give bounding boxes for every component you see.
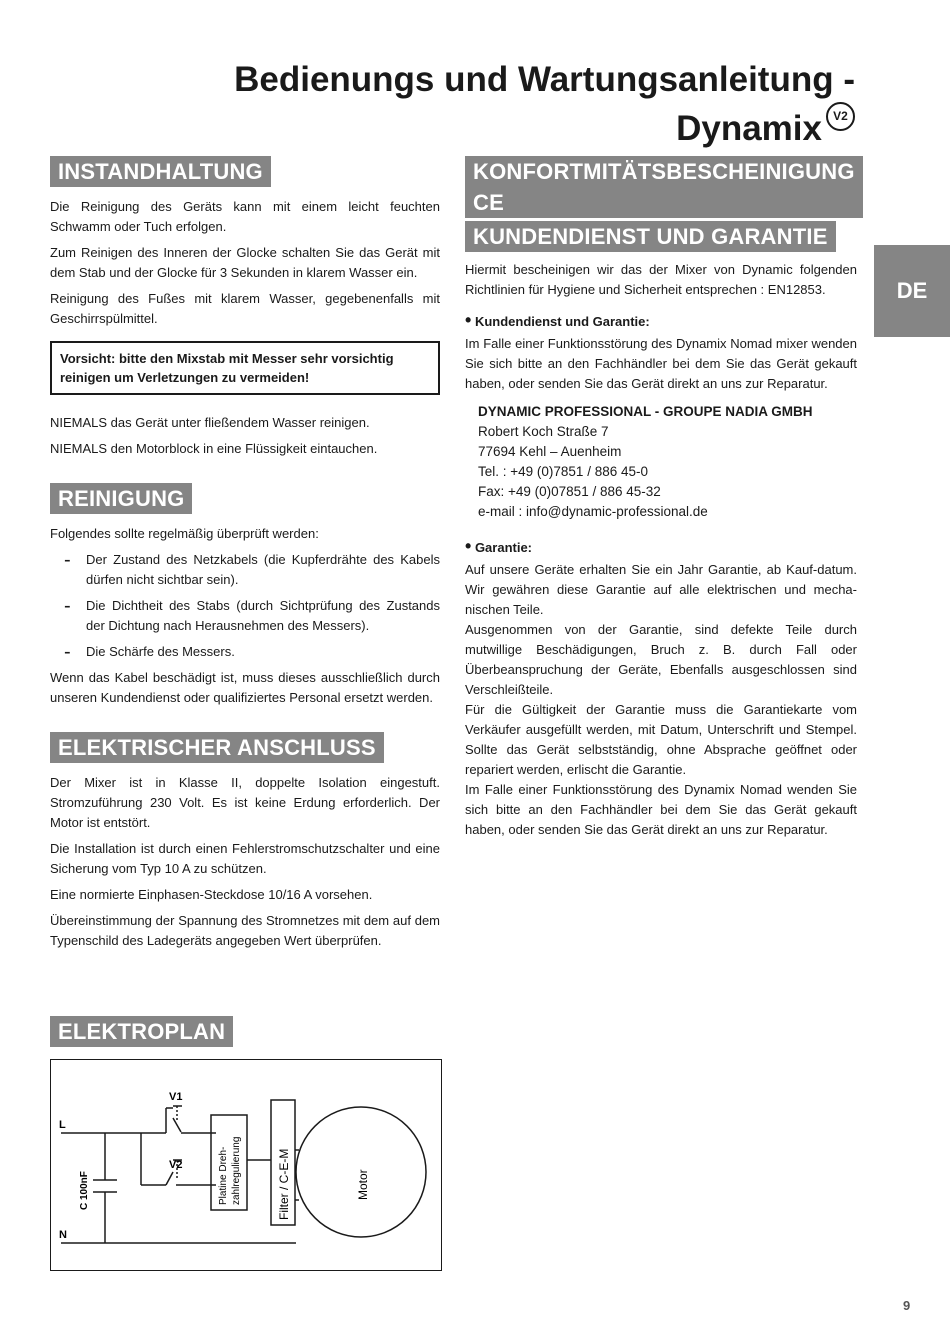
circuit-diagram [50,1059,442,1271]
address-tel: Tel. : +49 (0)7851 / 886 45-0 [478,464,648,479]
address-email: e-mail : info@dynamic-professional.de [478,504,708,519]
list-item-text: Der Zustand des Netzkabels (die Kupferdrähte des Kabels dürfen nicht sichtbar sein). [86,552,440,587]
heading-elektroplan: ELEKTROPLAN [50,1016,233,1047]
list-item: - Der Zustand des Netzkabels (die Kupferdrähte des Kabels dürfen nicht sichtbar sein). [64,549,440,587]
label-l: L [59,1119,66,1131]
label-filter: Filter / C-E-M [277,1148,291,1220]
kundendienst-subheading: • Kundendienst und Garantie: [465,310,650,330]
title-line-1: Bedienungs und Wartungsanleitung - [234,60,855,99]
address-street: Robert Koch Straße 7 [478,424,609,439]
warning-box: Vorsicht: bitte den Mixstab mit Messer sehr vorsichtig reinigen um Verletzungen zu vermeiden! [50,341,440,395]
anschluss-p3: Eine normierte Einphasen-Steckdose 10/16 A vorsehen. [50,887,373,902]
heading-instandhaltung: INSTANDHALTUNG [50,156,271,187]
label-motor: Motor [356,1169,370,1200]
address-fax: Fax: +49 (0)07851 / 886 45-32 [478,484,661,499]
label-n: N [59,1229,67,1241]
list-item: - Die Schärfe des Messers. [64,641,235,663]
garantie-p3: Für die Gültigkeit der Garantie muss die Garantiekarte vom Verkäufer ausgefüllt werden, mit Datum, Unterschrift und Stempel. Sollte das Gerät selbstständig, ohne Absprache geöffnet oder repariert werden, erlischt die Garantie. [465,702,857,777]
garantie-p1: Auf unsere Geräte erhalten Sie ein Jahr Garantie, ab Kauf-datum. Wir gewähren diese Garantie auf alle elektrischen und mecha-nischen Teile. [465,562,857,617]
kundendienst-text: Im Falle einer Funktionsstörung des Dynamix Nomad mixer wenden Sie sich bitte an den Fachhändler bei dem Sie das Gerät gekauft haben, oder senden Sie das Gerät direkt an uns zur Reparatur. [465,336,857,391]
garantie-p2: Ausgenommen von der Garantie, sind defekte Teile durch mutwillige Beschädigungen, Bruch z. B. durch Fall oder Überbeanspruchung der Geräte, Ebenfalls ausgeschlossen sind Verschleißteile. [465,622,857,697]
anschluss-p4: Übereinstimmung der Spannung des Stromnetzes mit dem auf dem Typenschild des Ladegeräts angegeben Wert überprüfen. [50,913,440,948]
v2-badge: V2 [826,102,855,131]
heading-stack [465,156,857,252]
list-item: - Die Dichtheit des Stabs (durch Sichtprüfung des Zustands der Dichtung nach Herausnehmen des Messers). [64,595,440,633]
address-company: DYNAMIC PROFESSIONAL - GROUPE NADIA GMBH [478,404,813,419]
list-item-text: Die Dichtheit des Stabs (durch Sichtprüfung des Zustands der Dichtung nach Herausnehmen des Messers). [86,598,440,633]
heading-kundendienst: KUNDENDIENST UND GARANTIE [465,221,836,252]
circuit-diagram-svg [51,1060,441,1270]
kundendienst-title: Kundendienst und Garantie: [474,314,650,329]
heading-reinigung: REINIGUNG [50,483,192,514]
anschluss-p2: Die Installation ist durch einen Fehlerstromschutzschalter und eine Sicherung vom Typ 10 A zu schützen. [50,841,440,876]
label-capacitor: C 100nF [79,1171,90,1210]
right-column [465,156,857,846]
label-platine-1: Platine Dreh- [218,1146,229,1205]
title-line-2 [234,102,855,151]
instandhaltung-p5: NIEMALS den Motorblock in eine Flüssigkeit eintauchen. [50,441,378,456]
address-city: 77694 Kehl – Auenheim [478,444,622,459]
label-platine-2: zahlregulierung [231,1136,242,1205]
instandhaltung-p1: Die Reinigung des Geräts kann mit einem leicht feuchten Schwamm oder Tuch erfolgen. [50,199,440,234]
conformity-text: Hiermit bescheinigen wir das der Mixer von Dynamic folgenden Richtlinien für Hygiene und Sicherheit entsprechen : EN12853. [465,262,857,297]
address-block [478,402,857,522]
heading-anschluss: ELEKTRISCHER ANSCHLUSS [50,732,384,763]
garantie-subheading: • Garantie: [465,536,533,556]
label-v1: V1 [169,1091,183,1103]
instandhaltung-p2: Zum Reinigen des Inneren der Glocke schalten Sie das Gerät mit dem Stab und der Glocke für 3 Sekunden in klarem Wasser ein. [50,245,440,280]
reinigung-outro: Wenn das Kabel beschädigt ist, muss dieses ausschließlich durch unseren Kundendienst oder qualifiziertes Personal ersetzt werden. [50,670,440,705]
heading-konformitaet: KONFORTMITÄTSBESCHEINIGUNG CE [465,156,863,218]
left-column [50,156,440,957]
page-title [234,58,855,151]
product-name: Dynamix [676,109,822,148]
language-tab: DE [874,245,950,337]
anschluss-p1: Der Mixer ist in Klasse II, doppelte Isolation eingestuft. Stromzuführung 230 Volt. Es ist keine Erdung erforderlich. Der Motor ist entstört. [50,775,440,830]
instandhaltung-p4: NIEMALS das Gerät unter fließendem Wasser reinigen. [50,415,370,430]
garantie-title: Garantie: [474,540,533,555]
reinigung-intro: Folgendes sollte regelmäßig überprüft werden: [50,526,319,541]
page-number: 9 [903,1298,911,1313]
instandhaltung-p3: Reinigung des Fußes mit klarem Wasser, gegebenenfalls mit Geschirrspülmittel. [50,291,440,326]
reinigung-list [64,550,440,662]
garantie-p4: Im Falle einer Funktionsstörung des Dynamix Nomad wenden Sie sich bitte an den Fachhändler bei dem Sie das Gerät gekauft haben, oder senden Sie das Gerät direkt an uns zur Reparatur. [465,782,857,837]
label-v2: V2 [169,1159,183,1171]
list-item-text: Die Schärfe des Messers. [86,644,235,659]
